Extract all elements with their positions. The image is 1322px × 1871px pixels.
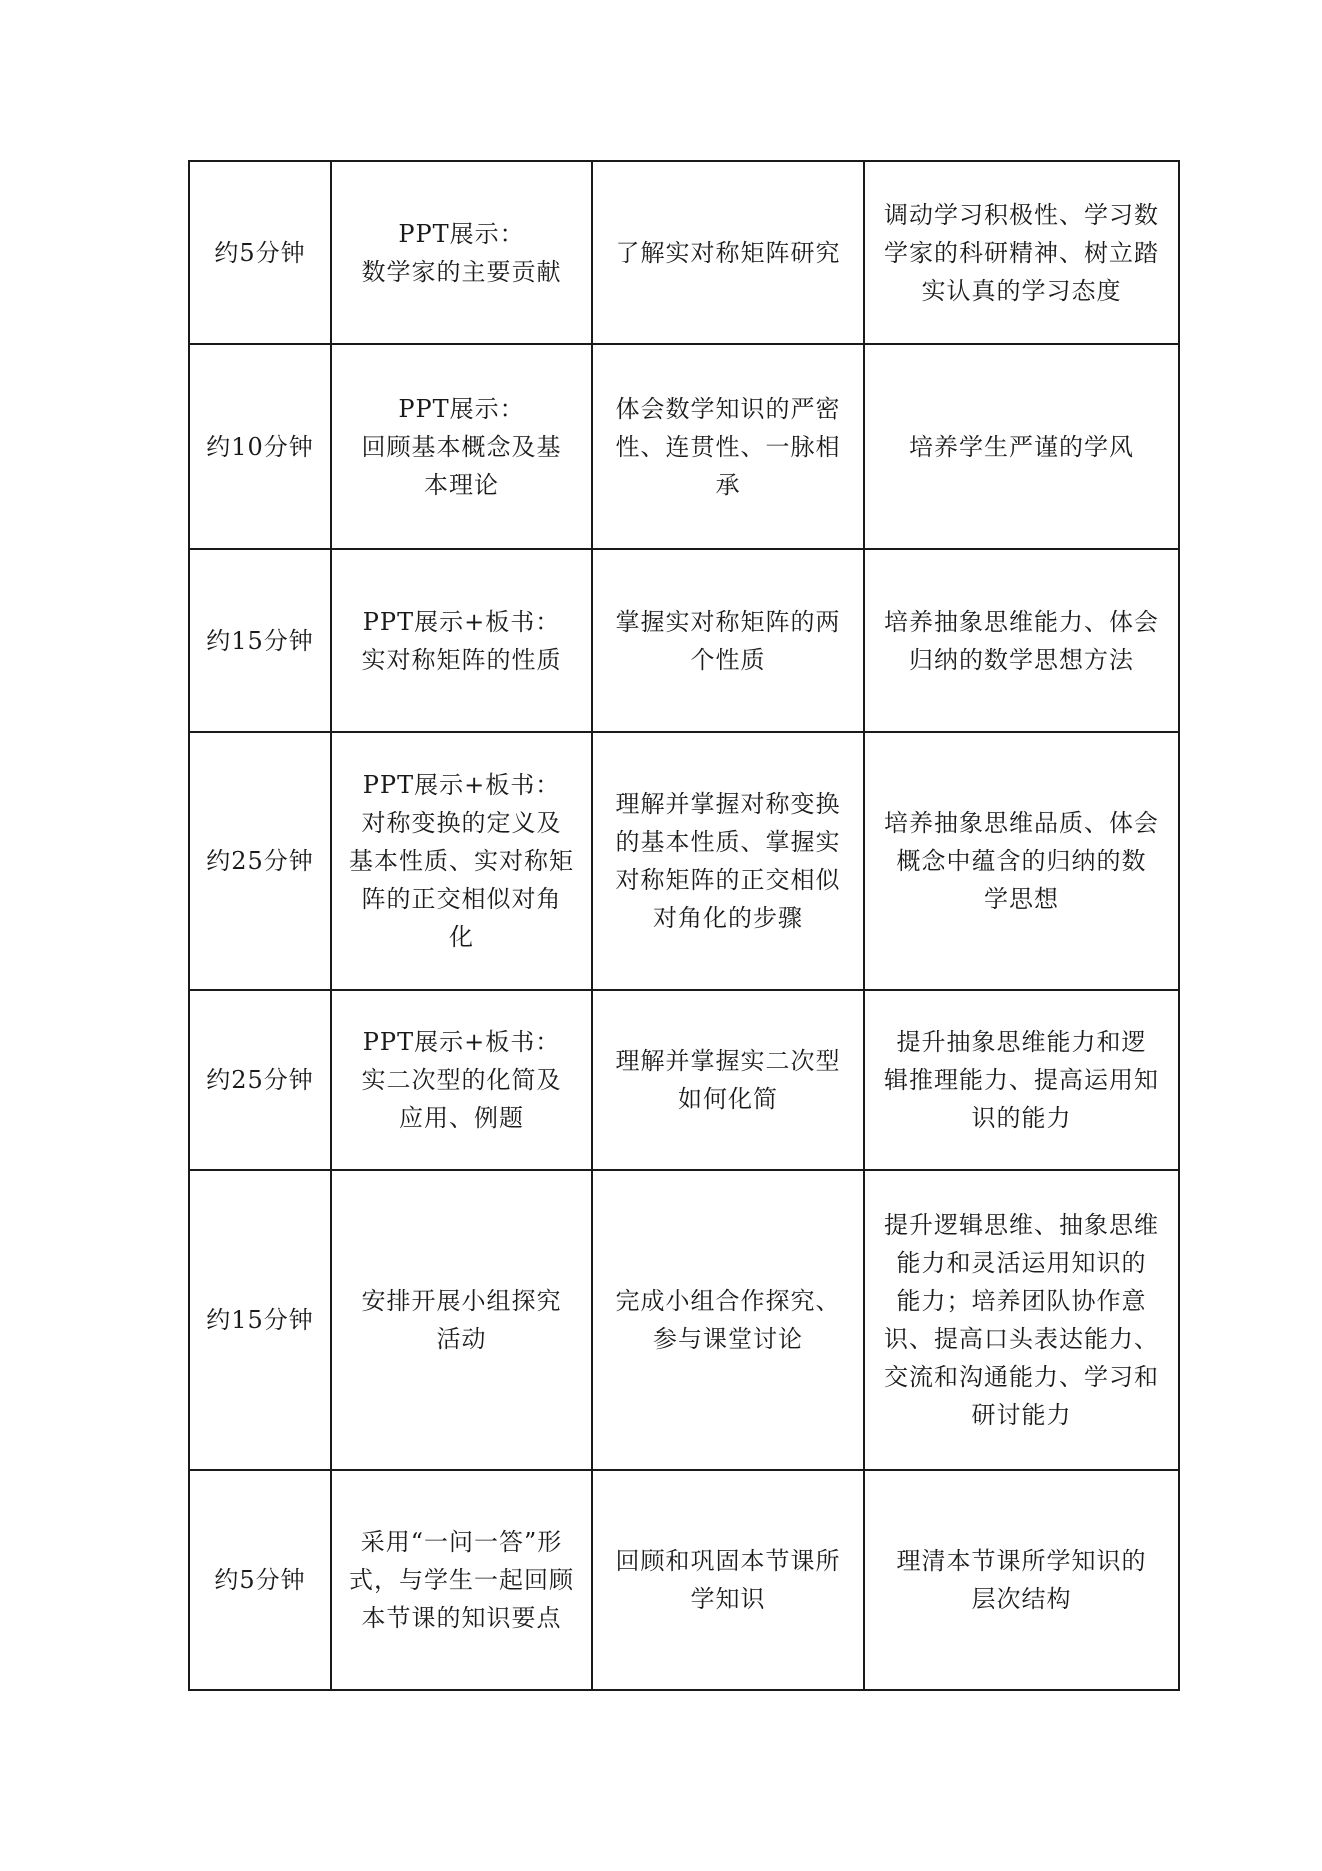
goal-line: 理清本节课所学知识的 bbox=[896, 1547, 1147, 1575]
teacher-activity-cell bbox=[331, 1470, 592, 1690]
teacher-line: PPT展示： bbox=[398, 394, 525, 423]
goal-line: 研讨能力 bbox=[971, 1401, 1072, 1429]
goal-line: 培养抽象思维能力、体会 bbox=[884, 607, 1159, 636]
teacher-line: 化 bbox=[449, 923, 474, 951]
teacher-activity-cell bbox=[331, 549, 592, 732]
goal-line: 能力；培养团队协作意 bbox=[896, 1287, 1147, 1315]
student-activity-cell bbox=[592, 1470, 864, 1690]
goal-line: 辑推理能力、提高运用知 bbox=[884, 1066, 1159, 1094]
goal-line: 调动学习积极性、学习数 bbox=[884, 200, 1159, 229]
time-cell: 约15分钟 bbox=[189, 549, 331, 732]
teacher-line: 活动 bbox=[436, 1325, 487, 1353]
teacher-line: 实对称矩阵的性质 bbox=[361, 645, 562, 674]
goal-cell bbox=[864, 990, 1179, 1170]
goal-line: 提升逻辑思维、抽象思维 bbox=[884, 1211, 1159, 1239]
student-line: 参与课堂讨论 bbox=[653, 1325, 803, 1353]
goal-line: 交流和沟通能力、学习和 bbox=[884, 1363, 1159, 1391]
student-line: 的基本性质、掌握实 bbox=[615, 828, 841, 856]
teacher-line: 阵的正交相似对角 bbox=[361, 885, 562, 913]
teacher-line: PPT展示： bbox=[398, 219, 525, 248]
teacher-activity-cell bbox=[331, 344, 592, 549]
goal-line: 层次结构 bbox=[971, 1585, 1072, 1613]
teacher-line: 采用“一问一答”形 bbox=[360, 1528, 563, 1556]
table-row bbox=[189, 990, 1179, 1170]
student-line: 掌握实对称矩阵的两 bbox=[615, 607, 841, 636]
student-activity-cell bbox=[592, 161, 864, 344]
teacher-line: 实二次型的化简及 bbox=[361, 1066, 562, 1094]
goal-cell bbox=[864, 732, 1179, 990]
student-line: 完成小组合作探究、 bbox=[615, 1287, 841, 1315]
time-cell: 约15分钟 bbox=[189, 1170, 331, 1470]
goal-line: 识、提高口头表达能力、 bbox=[884, 1325, 1159, 1353]
goal-line: 学思想 bbox=[984, 885, 1059, 913]
goal-cell bbox=[864, 549, 1179, 732]
teacher-line: 本节课的知识要点 bbox=[361, 1604, 562, 1632]
goal-line: 能力和灵活运用知识的 bbox=[896, 1249, 1147, 1277]
teacher-line: PPT展示+板书： bbox=[362, 771, 561, 799]
student-line: 个性质 bbox=[690, 645, 766, 674]
teacher-line: 本理论 bbox=[424, 470, 499, 499]
student-line: 回顾和巩固本节课所 bbox=[615, 1547, 841, 1575]
student-line: 理解并掌握对称变换 bbox=[615, 790, 841, 818]
time-cell: 约5分钟 bbox=[189, 161, 331, 344]
student-line: 对角化的步骤 bbox=[653, 904, 803, 932]
student-line: 了解实对称矩阵研究 bbox=[615, 238, 841, 267]
goal-line: 学家的科研精神、树立踏 bbox=[884, 238, 1159, 267]
teacher-activity-cell bbox=[331, 732, 592, 990]
student-line: 体会数学知识的严密 bbox=[615, 394, 841, 423]
teacher-line: 数学家的主要贡献 bbox=[361, 257, 562, 286]
teacher-activity-cell bbox=[331, 990, 592, 1170]
student-activity-cell bbox=[592, 1170, 864, 1470]
teacher-line: PPT展示+板书： bbox=[362, 607, 561, 636]
lesson-plan-table bbox=[188, 160, 1180, 1691]
student-activity-cell bbox=[592, 732, 864, 990]
goal-cell bbox=[864, 344, 1179, 549]
goal-line: 归纳的数学思想方法 bbox=[909, 645, 1134, 674]
goal-line: 培养抽象思维品质、体会 bbox=[884, 809, 1159, 837]
time-cell: 约25分钟 bbox=[189, 990, 331, 1170]
student-activity-cell bbox=[592, 344, 864, 549]
table-row bbox=[189, 1170, 1179, 1470]
student-line: 承 bbox=[715, 470, 741, 499]
teacher-line: 基本性质、实对称矩 bbox=[349, 847, 574, 875]
teacher-line: 对称变换的定义及 bbox=[361, 809, 562, 837]
table-row bbox=[189, 1470, 1179, 1690]
goal-line: 提升抽象思维能力和逻 bbox=[896, 1028, 1147, 1056]
table-row bbox=[189, 344, 1179, 549]
teacher-line: 式，与学生一起回顾 bbox=[349, 1566, 574, 1594]
goal-cell bbox=[864, 1170, 1179, 1470]
teacher-line: PPT展示+板书： bbox=[362, 1028, 561, 1056]
teacher-activity-cell bbox=[331, 161, 592, 344]
student-line: 对称矩阵的正交相似 bbox=[615, 866, 841, 894]
teacher-line: 应用、例题 bbox=[399, 1104, 524, 1132]
time-cell: 约25分钟 bbox=[189, 732, 331, 990]
student-activity-cell bbox=[592, 990, 864, 1170]
time-cell: 约10分钟 bbox=[189, 344, 331, 549]
teacher-line: 安排开展小组探究 bbox=[361, 1287, 562, 1315]
student-activity-cell bbox=[592, 549, 864, 732]
teacher-activity-cell bbox=[331, 1170, 592, 1470]
student-line: 如何化简 bbox=[678, 1085, 778, 1113]
goal-line: 识的能力 bbox=[971, 1104, 1072, 1132]
table-row bbox=[189, 161, 1179, 344]
goal-cell bbox=[864, 1470, 1179, 1690]
student-line: 性、连贯性、一脉相 bbox=[615, 432, 841, 461]
time-cell: 约5分钟 bbox=[189, 1470, 331, 1690]
table-row bbox=[189, 549, 1179, 732]
goal-line: 实认真的学习态度 bbox=[921, 276, 1122, 305]
teacher-line: 回顾基本概念及基 bbox=[361, 432, 562, 461]
table-row bbox=[189, 732, 1179, 990]
goal-line: 培养学生严谨的学风 bbox=[909, 432, 1134, 461]
goal-line: 概念中蕴含的归纳的数 bbox=[896, 847, 1147, 875]
goal-cell bbox=[864, 161, 1179, 344]
student-line: 学知识 bbox=[690, 1585, 766, 1613]
student-line: 理解并掌握实二次型 bbox=[615, 1047, 841, 1075]
